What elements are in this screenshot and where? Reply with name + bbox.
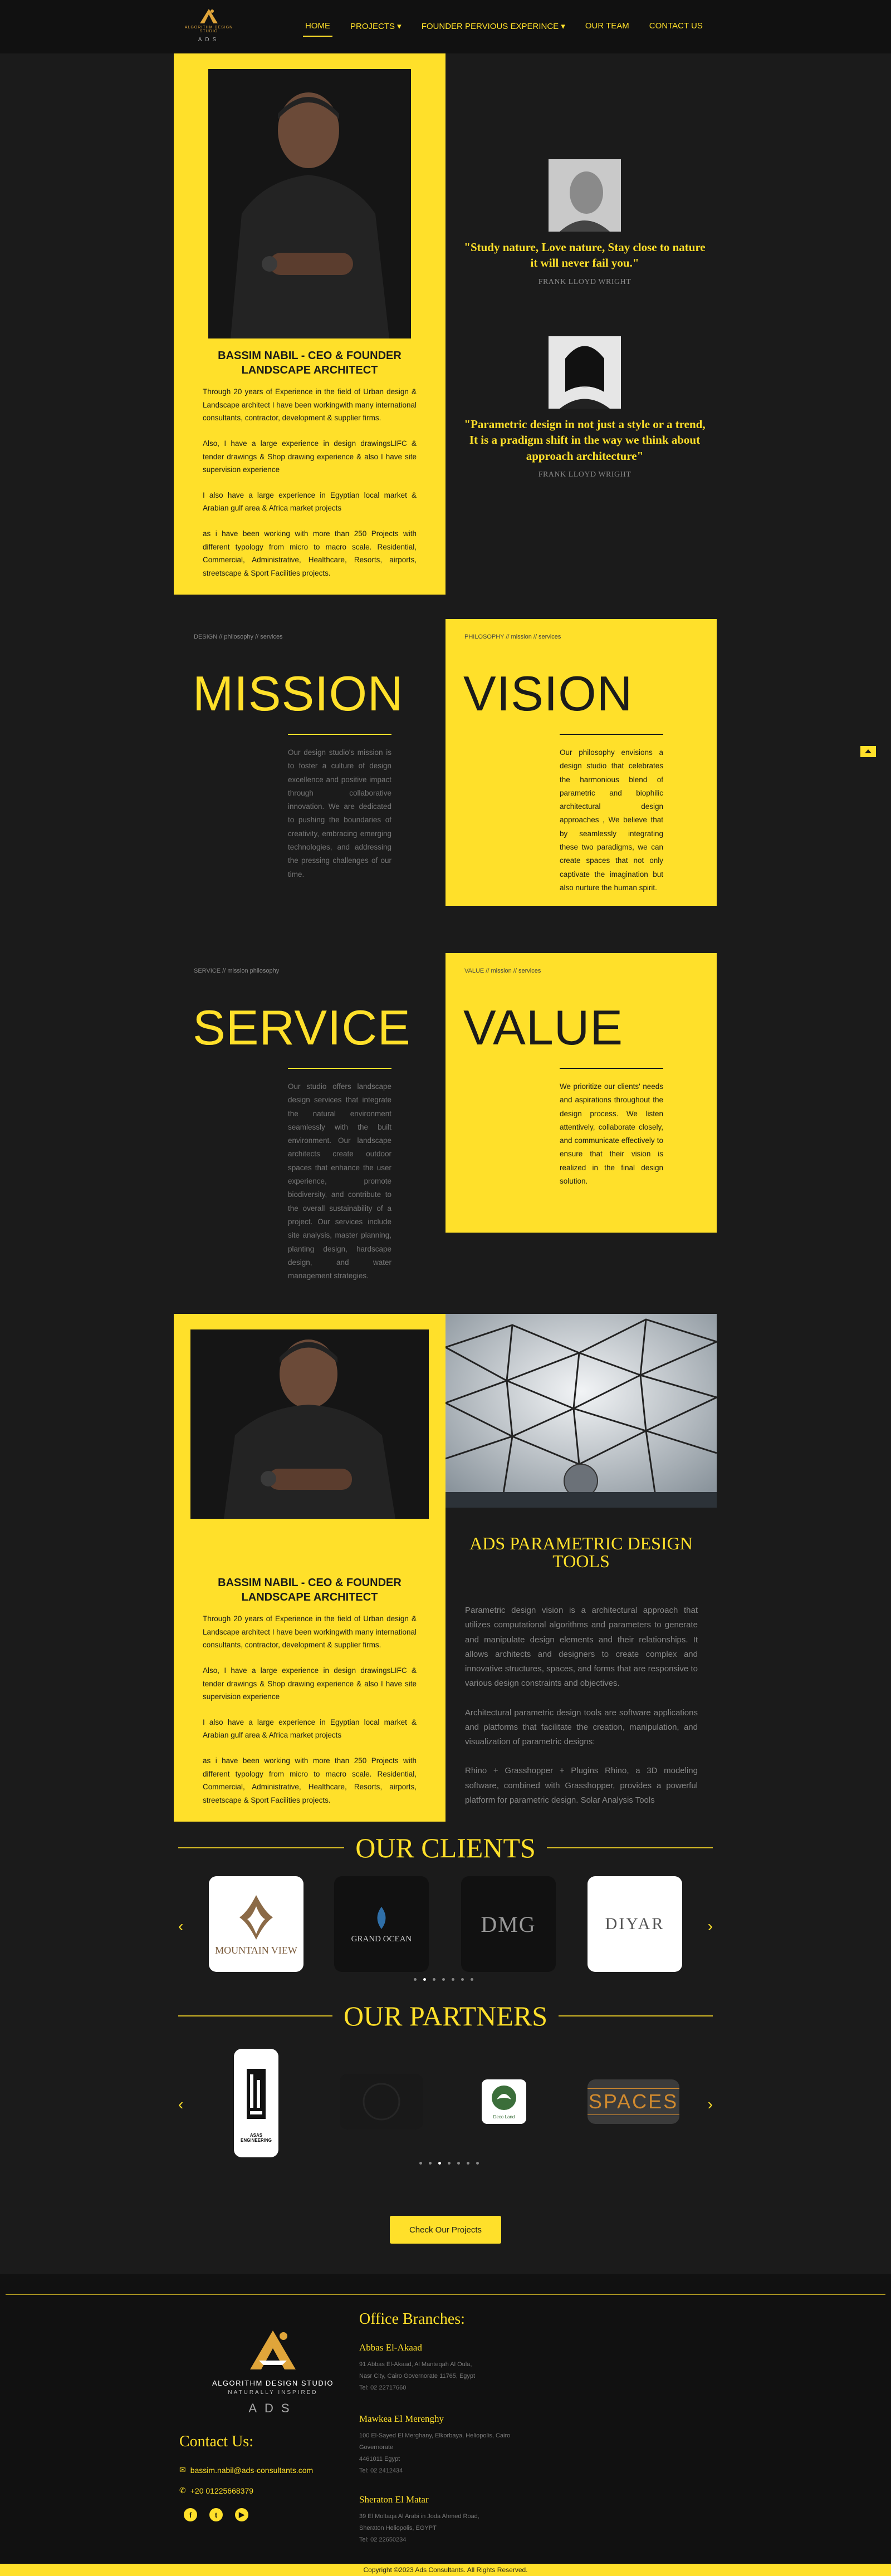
branch-item bbox=[359, 2413, 537, 2477]
nav-item-founder-experience[interactable]: FOUNDER PERVIOUS EXPERINCE ▾ bbox=[421, 22, 565, 31]
heading-line bbox=[547, 1847, 713, 1848]
branch-address-line: Tel: 02 2412434 bbox=[359, 2467, 403, 2474]
client-logo[interactable] bbox=[334, 1876, 429, 1972]
client-logo[interactable] bbox=[209, 1876, 303, 1972]
twitter-icon[interactable]: t bbox=[209, 2508, 223, 2521]
service-block bbox=[173, 953, 446, 1279]
partner-logo-dark-icon bbox=[348, 2077, 415, 2127]
branch-address-line: Sheraton Heliopolis, EGYPT bbox=[359, 2524, 437, 2531]
mission-tag: DESIGN // philosophy // services bbox=[194, 634, 283, 640]
quote-block bbox=[462, 336, 707, 479]
branch-address bbox=[359, 2359, 537, 2394]
value-tag: VALUE // mission // services bbox=[464, 968, 541, 974]
top-navbar bbox=[0, 0, 891, 53]
branches-title: Office Branches: bbox=[359, 2310, 465, 2328]
founder-name: BASSIM NABIL - CEO & FOUNDER LANDSCAPE ARCHITECT bbox=[218, 1577, 402, 1603]
value-block bbox=[446, 953, 717, 1233]
brand-logo[interactable] bbox=[184, 8, 234, 47]
phone-icon: ✆ bbox=[179, 2486, 186, 2495]
value-text: We prioritize our clients' needs and aspirations throughout the design process. We listen attentively, collaborate closely, and communicate effectively to ensure that their vision is realized in the final design solution. bbox=[560, 1082, 663, 1186]
footer-logo[interactable] bbox=[206, 2327, 340, 2416]
carousel-next-arrow[interactable]: › bbox=[707, 1917, 713, 1935]
pagination-dot[interactable] bbox=[438, 2162, 441, 2165]
value-title: VALUE bbox=[463, 1000, 624, 1055]
founder-card bbox=[174, 1314, 446, 1822]
carousel-prev-arrow[interactable]: ‹ bbox=[178, 1917, 184, 1935]
branch-name: Mawkea El Merenghy bbox=[359, 2413, 444, 2424]
heading-line bbox=[178, 2015, 332, 2016]
pagination-dot[interactable] bbox=[476, 2162, 479, 2165]
footer-logo-sub: NATURALLY INSPIRED bbox=[228, 2389, 318, 2396]
mission-divider bbox=[288, 734, 391, 735]
logo-mark-icon bbox=[198, 8, 220, 24]
clients-heading bbox=[178, 1832, 713, 1864]
quote-author: FRANK LLOYD WRIGHT bbox=[538, 470, 631, 479]
mountain-view-icon bbox=[234, 1892, 278, 1942]
mission-block bbox=[173, 619, 446, 906]
partner-logo[interactable] bbox=[588, 2079, 679, 2124]
logo-mark-icon bbox=[242, 2327, 303, 2372]
branch-address bbox=[359, 2430, 537, 2477]
pagination-dot[interactable] bbox=[452, 1978, 454, 1981]
footer-divider bbox=[6, 2294, 885, 2295]
vision-block bbox=[446, 619, 717, 906]
partner-logo[interactable] bbox=[482, 2079, 526, 2124]
quote-text: "Parametric design in not just a style or a trend, It is a pradigm shift in the way we think about approach architecture" bbox=[464, 418, 706, 463]
client-logo[interactable] bbox=[461, 1876, 556, 1972]
partners-title: OUR PARTNERS bbox=[343, 2000, 548, 2032]
partners-heading bbox=[178, 2000, 713, 2032]
founder-photo bbox=[190, 1329, 429, 1519]
tools-paragraph: Parametric design vision is a architectural approach that utilizes computational algorithms and parameters to generate and manipulate design elements and their relationships. It allows architects and designers to create complex and innovative structures, spaces, and forms that are responsive to various design constraints and objectives. bbox=[465, 1606, 698, 1689]
vision-divider bbox=[560, 734, 663, 735]
branch-address-line: 39 El Moltaqa Al Arabi in Joda Ahmed Road, bbox=[359, 2513, 479, 2520]
decoland-logo-icon bbox=[490, 2084, 518, 2112]
bio-paragraph: as i have been working with more than 250 Projects with different typology from micro to macro scale. Residential, Commercial, Administrative, Healthcare, Resorts, airports, streetscape & Sport Facilities projects. bbox=[203, 1756, 417, 1804]
pagination-dot[interactable] bbox=[467, 2162, 469, 2165]
tools-paragraph: Architectural parametric design tools are software applications and platforms that facilitate the creation, manipulation, and visualization of parametric designs: bbox=[465, 1707, 698, 1746]
service-text: Our studio offers landscape design services that integrate the natural environment seamlessly with the built environment. Our landscape architects create outdoor spaces that enhance the user experience, promote biodiversity, and contribute to the overall sustainability of a project. Our services include site analysis, master planning, planting design, hardscape design, and water management strategies. bbox=[288, 1082, 391, 1280]
founder-photo bbox=[208, 69, 411, 338]
pagination-dot[interactable] bbox=[471, 1978, 473, 1981]
clients-title: OUR CLIENTS bbox=[355, 1832, 536, 1863]
heading-line bbox=[178, 1847, 344, 1848]
pagination-dot[interactable] bbox=[461, 1978, 464, 1981]
pagination-dot[interactable] bbox=[414, 1978, 417, 1981]
client-logo-name: GRAND OCEAN bbox=[351, 1935, 412, 1944]
tools-paragraph: Rhino + Grasshopper + Plugins Rhino, a 3D modeling software, combined with Grasshopper, provides a powerful platform for parametric design. Solar Analysis Tools bbox=[465, 1766, 698, 1805]
parametric-dome-image bbox=[446, 1314, 717, 1508]
clients-pagination bbox=[414, 1978, 473, 1981]
bio-paragraph: Through 20 years of Experience in the field of Urban design & Landscape architect I have been workingwith many international consultants, contractor, development & supplier firms. bbox=[203, 1615, 417, 1650]
branch-item bbox=[359, 2494, 537, 2546]
branch-address-line: Tel: 02 22717660 bbox=[359, 2384, 407, 2391]
branch-item bbox=[359, 2342, 537, 2394]
bio-paragraph: Through 20 years of Experience in the field of Urban design & Landscape architect I have been workingwith many international consultants, contractor, development & supplier firms. bbox=[203, 387, 417, 423]
partner-logo-name: Deco Land bbox=[493, 2114, 515, 2119]
founder-bio bbox=[203, 385, 417, 592]
bio-paragraph: Also, I have a large experience in design drawingsLIFC & tender drawings & Shop drawing experience & also I have site supervision experience bbox=[203, 1666, 417, 1701]
grand-ocean-icon bbox=[370, 1904, 393, 1932]
branch-address bbox=[359, 2511, 537, 2546]
nav-item-contact-us[interactable]: CONTACT US bbox=[649, 21, 703, 31]
footer-logo-studio: ALGORITHM DESIGN STUDIO bbox=[212, 2379, 334, 2387]
carousel-next-arrow[interactable]: › bbox=[707, 2096, 713, 2113]
partner-logo-name: ASAS ENGINEERING bbox=[240, 2133, 272, 2143]
mission-title: MISSION bbox=[193, 666, 404, 721]
main-menu bbox=[295, 21, 713, 31]
branch-address-line: 4461011 Egypt bbox=[359, 2455, 400, 2462]
client-logo-name: DMG bbox=[481, 1911, 536, 1937]
email-icon: ✉ bbox=[179, 2465, 186, 2474]
client-logo-name: MOUNTAIN VIEW bbox=[215, 1944, 297, 1956]
client-logo-name: DIYAR bbox=[605, 1915, 665, 1933]
branch-address-line: 91 Abbas El-Akaad, Al Manteqah Al Oula, bbox=[359, 2361, 472, 2368]
vision-title: VISION bbox=[463, 666, 633, 721]
quote-text: "Study nature, Love nature, Stay close to nature it will never fail you." bbox=[464, 241, 706, 270]
partner-logo[interactable] bbox=[234, 2049, 278, 2157]
bio-paragraph: I also have a large experience in Egyptian local market & Arabian gulf area & Africa market projects bbox=[203, 490, 417, 513]
tools-title: ADS PARAMETRIC DESIGN TOOLS bbox=[469, 1533, 693, 1571]
pagination-dot[interactable] bbox=[442, 1978, 445, 1981]
asas-logo-icon bbox=[242, 2063, 270, 2130]
founder-bio bbox=[203, 1612, 417, 1819]
quote-author: FRANK LLOYD WRIGHT bbox=[538, 277, 631, 286]
mission-text: Our design studio's mission is to foster a culture of design excellence and positive impact through collaborative innovation. We are dedicated to pushing the boundaries of creativity, embracing emerging technologies, and addressing the pressing challenges of our time. bbox=[288, 748, 391, 879]
contact-email[interactable] bbox=[179, 2465, 313, 2475]
quote-portrait bbox=[549, 336, 621, 409]
bio-paragraph: I also have a large experience in Egyptian local market & Arabian gulf area & Africa market projects bbox=[203, 1718, 417, 1740]
pagination-dot[interactable] bbox=[423, 1978, 426, 1981]
founder-name: BASSIM NABIL - CEO & FOUNDER LANDSCAPE ARCHITECT bbox=[218, 350, 402, 376]
youtube-icon[interactable]: ▶ bbox=[235, 2508, 248, 2521]
pagination-dot[interactable] bbox=[419, 2162, 422, 2165]
heading-line bbox=[559, 2015, 713, 2016]
social-links bbox=[184, 2508, 248, 2521]
client-logo[interactable] bbox=[588, 1876, 682, 1972]
logo-studio-text: ALGORITHM DESIGN STUDIO bbox=[184, 26, 233, 33]
quote-portrait bbox=[549, 159, 621, 232]
pagination-dot[interactable] bbox=[429, 2162, 432, 2165]
arrow-up-icon bbox=[865, 749, 872, 753]
partner-logo[interactable] bbox=[340, 2074, 423, 2130]
contact-title: Contact Us: bbox=[179, 2433, 253, 2450]
nav-item-projects[interactable]: PROJECTS ▾ bbox=[350, 22, 402, 31]
facebook-icon[interactable]: f bbox=[184, 2508, 197, 2521]
branch-name: Sheraton El Matar bbox=[359, 2494, 429, 2505]
partners-carousel bbox=[178, 2049, 713, 2160]
service-tag: SERVICE // mission philosophy bbox=[194, 968, 280, 974]
branch-address-line: 100 El-Sayed El Merghany, Elkorbaya, Heliopolis, Cairo bbox=[359, 2432, 511, 2439]
branch-address-line: Nasr City, Cairo Governorate 11765, Egypt bbox=[359, 2372, 476, 2379]
footer-logo-ads: ADS bbox=[248, 2401, 297, 2415]
contact-phone-text: +20 01225668379 bbox=[190, 2486, 254, 2495]
copyright-bar: Copyright ©2023 Ads Consultants. All Rights Reserved. bbox=[0, 2564, 891, 2576]
check-projects-button[interactable]: Check Our Projects bbox=[390, 2216, 501, 2244]
service-divider bbox=[288, 1068, 391, 1069]
partner-logo-name: SPACES bbox=[588, 2088, 679, 2115]
contact-email-text: bassim.nabil@ads-consultants.com bbox=[190, 2465, 314, 2475]
vision-tag: PHILOSOPHY // mission // services bbox=[464, 634, 561, 640]
carousel-prev-arrow[interactable]: ‹ bbox=[178, 2096, 184, 2113]
pagination-dot[interactable] bbox=[457, 2162, 460, 2165]
partners-pagination bbox=[419, 2162, 479, 2165]
tools-text bbox=[465, 1603, 698, 1822]
service-title: SERVICE bbox=[193, 1000, 411, 1055]
nav-item-home[interactable]: HOME bbox=[295, 21, 340, 31]
quote-block bbox=[462, 159, 707, 287]
branch-address-line: Governorate bbox=[359, 2443, 394, 2451]
bio-paragraph: as i have been working with more than 250 Projects with different typology from micro to macro scale. Residential, Commercial, Administrative, Healthcare, Resorts, airports, streetscape & Sport Facilities projects. bbox=[203, 529, 417, 577]
value-divider bbox=[560, 1068, 663, 1069]
pagination-dot[interactable] bbox=[448, 2162, 451, 2165]
branch-address-line: Tel: 02 22650234 bbox=[359, 2536, 407, 2543]
pagination-dot[interactable] bbox=[433, 1978, 435, 1981]
scroll-top-button[interactable] bbox=[860, 746, 876, 757]
founder-card bbox=[174, 53, 446, 595]
bio-paragraph: Also, I have a large experience in design drawingsLIFC & tender drawings & Shop drawing experience & also I have site supervision experience bbox=[203, 439, 417, 474]
logo-ads-text: ADS bbox=[198, 37, 220, 43]
nav-item-our-team[interactable]: OUR TEAM bbox=[585, 21, 629, 31]
branch-name: Abbas El-Akaad bbox=[359, 2342, 422, 2353]
footer bbox=[0, 2274, 891, 2564]
vision-text: Our philosophy envisions a design studio that celebrates the harmonious blend of parametric and biophilic architectural design approaches , We believe that by seamlessly integrating these two paradigms, we can create spaces that not only captivate the imagination but also nurture the human spirit. bbox=[560, 748, 663, 892]
contact-phone[interactable] bbox=[179, 2486, 253, 2495]
clients-carousel bbox=[178, 1876, 713, 1976]
